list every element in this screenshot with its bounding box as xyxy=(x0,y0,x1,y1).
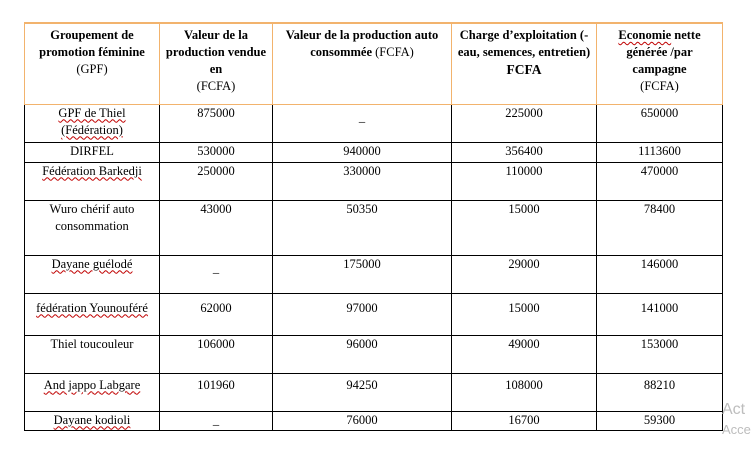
table-row xyxy=(25,162,723,200)
cell-charge: 356400 xyxy=(452,142,597,162)
header-gpf-bold: Groupement de promotion féminine xyxy=(39,28,145,59)
cell-economie: 1113600 xyxy=(597,142,723,162)
cell-auto xyxy=(273,104,452,142)
cell-economie: 59300 xyxy=(597,411,723,430)
table-row xyxy=(25,200,723,255)
cell-charge: 15000 xyxy=(452,200,597,255)
cell-gpf-text: And jappo Labgare xyxy=(43,377,141,392)
header-charge xyxy=(452,23,597,104)
cell-auto: 94250 xyxy=(273,373,452,411)
cell-auto-text: _ xyxy=(358,109,366,124)
header-economie-bold: nette générée /par campagne xyxy=(626,28,701,76)
header-valeur-auto-unit: (FCFA) xyxy=(375,45,414,59)
cell-auto: 97000 xyxy=(273,293,452,335)
table-row xyxy=(25,335,723,373)
table-header-row xyxy=(25,23,723,104)
cell-charge: 225000 xyxy=(452,104,597,142)
cell-economie: 146000 xyxy=(597,255,723,293)
header-valeur-auto-bold: Valeur de la production auto consommée xyxy=(285,28,439,59)
header-economie-prefix: Economie xyxy=(618,28,672,42)
cell-charge: 110000 xyxy=(452,162,597,200)
cell-economie: 470000 xyxy=(597,162,723,200)
cell-auto: 76000 xyxy=(273,411,452,430)
cell-auto: 330000 xyxy=(273,162,452,200)
header-economie xyxy=(597,23,723,104)
cell-economie: 78400 xyxy=(597,200,723,255)
cell-vendue xyxy=(160,255,273,293)
cell-gpf xyxy=(25,255,160,293)
cell-vendue: 250000 xyxy=(160,162,273,200)
cell-vendue: 530000 xyxy=(160,142,273,162)
cell-vendue: 43000 xyxy=(160,200,273,255)
table-row xyxy=(25,142,723,162)
cell-gpf xyxy=(25,162,160,200)
cell-gpf xyxy=(25,104,160,142)
cell-charge: 108000 xyxy=(452,373,597,411)
header-economie-unit: (FCFA) xyxy=(640,79,679,93)
header-valeur-auto xyxy=(273,23,452,104)
cell-vendue: 62000 xyxy=(160,293,273,335)
watermark-line-1: Act xyxy=(722,401,746,418)
cell-gpf xyxy=(25,373,160,411)
table-row xyxy=(25,293,723,335)
cell-gpf: Thiel toucouleur xyxy=(25,335,160,373)
table-row xyxy=(25,255,723,293)
header-valeur-vendue-bold: Valeur de la production vendue en xyxy=(165,28,267,76)
header-charge-unit: FCFA xyxy=(506,62,542,77)
cell-gpf xyxy=(25,200,160,255)
cell-gpf xyxy=(25,293,160,335)
cell-auto: 50350 xyxy=(273,200,452,255)
header-valeur-vendue xyxy=(160,23,273,104)
table-body xyxy=(25,104,723,430)
cell-economie: 88210 xyxy=(597,373,723,411)
cell-gpf-text: Wuro chérif auto consommation xyxy=(49,201,135,233)
cell-charge: 16700 xyxy=(452,411,597,430)
watermark-line-2: Acce xyxy=(722,422,751,437)
cell-auto: 175000 xyxy=(273,255,452,293)
cell-gpf-text: Dayane kodioli xyxy=(53,412,131,427)
cell-gpf-text: Dayane guélodé xyxy=(51,256,133,271)
table-row xyxy=(25,104,723,142)
cell-gpf-text: Fédération Barkedji xyxy=(42,163,142,178)
cell-economie: 650000 xyxy=(597,104,723,142)
cell-economie: 153000 xyxy=(597,335,723,373)
cell-auto: 96000 xyxy=(273,335,452,373)
table-row xyxy=(25,411,723,430)
cell-vendue: 101960 xyxy=(160,373,273,411)
table-row xyxy=(25,373,723,411)
activation-watermark xyxy=(722,400,751,440)
cell-vendue: 106000 xyxy=(160,335,273,373)
header-gpf-unit: (GPF) xyxy=(76,62,108,76)
gpf-production-table xyxy=(24,22,723,431)
cell-vendue-text: _ xyxy=(212,260,220,275)
cell-charge: 49000 xyxy=(452,335,597,373)
cell-gpf: DIRFEL xyxy=(25,142,160,162)
cell-charge: 15000 xyxy=(452,293,597,335)
cell-vendue: 875000 xyxy=(160,104,273,142)
header-valeur-vendue-unit: (FCFA) xyxy=(196,79,236,93)
cell-vendue: _ xyxy=(160,411,273,430)
cell-gpf-text: fédération Younouféré xyxy=(36,300,148,315)
header-gpf xyxy=(25,23,160,104)
cell-charge: 29000 xyxy=(452,255,597,293)
header-charge-bold: Charge d’exploitation (-eau, semences, entretien) xyxy=(457,28,591,59)
cell-gpf xyxy=(25,411,160,430)
cell-gpf-text: GPF de Thiel (Fédération) xyxy=(58,105,126,137)
cell-auto: 940000 xyxy=(273,142,452,162)
cell-economie: 141000 xyxy=(597,293,723,335)
